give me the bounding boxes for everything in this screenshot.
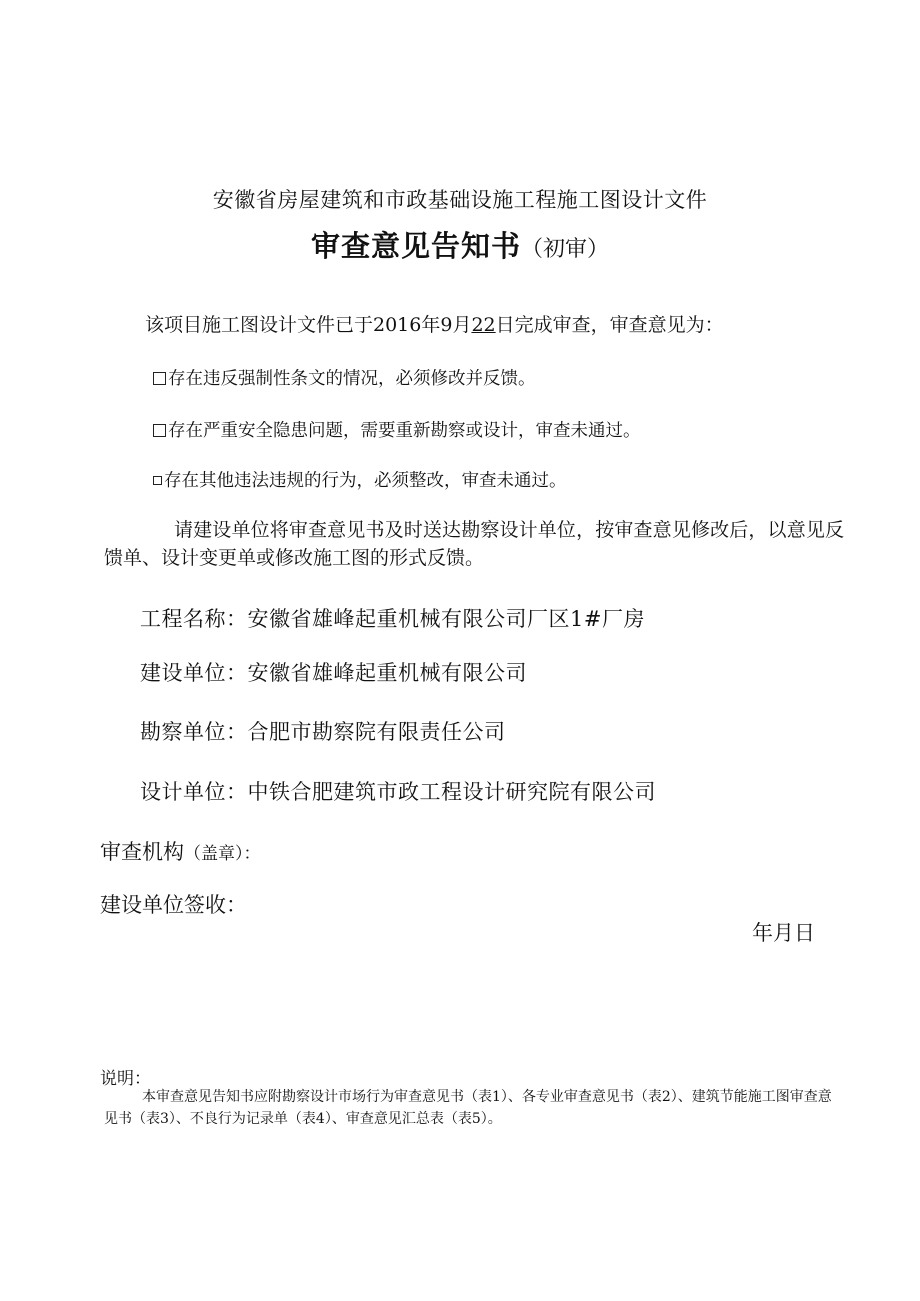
field-construction-unit: 建设单位：安徽省雄峰起重机械有限公司 (140, 661, 527, 685)
review-org-note: （盖章）： (184, 844, 261, 864)
notes-label: 说明： (100, 1069, 151, 1089)
date-label: 年月日 (752, 921, 815, 945)
check-item-label: 存在严重安全隐患问题，需要重新勘察或设计，审查未通过。 (168, 421, 641, 441)
document-title (0, 224, 920, 265)
title-main: 审查意见告知书 (310, 229, 521, 263)
check-item-safety (153, 417, 641, 442)
notes-text: 本审查意见告知书应附勘察设计市场行为审查意见书（表1）、各专业审查意见书（表2）、建筑节能施工图审查意见书（表3）、不良行为记录单（表4）、审查意见汇总表（表5）。 (104, 1089, 832, 1127)
intro-after: 日完成审查，审查意见为： (495, 314, 724, 336)
checkbox-icon[interactable] (153, 476, 162, 485)
intro-day: 22 (471, 314, 496, 336)
field-project-name: 工程名称：安徽省雄峰起重机械有限公司厂区1#厂房 (140, 607, 645, 631)
check-item-violation (153, 467, 567, 492)
title-sub: （初审） (521, 237, 610, 262)
review-org-label: 审查机构 (100, 840, 184, 864)
check-item-mandatory (153, 365, 536, 390)
field-survey-unit: 勘察单位：合肥市勘察院有限责任公司 (140, 720, 506, 744)
checkbox-icon[interactable] (153, 372, 166, 385)
instruction-paragraph: 请建设单位将审查意见书及时送达勘察设计单位，按审查意见修改后，以意见反馈单、设计变更单或修改施工图的形式反馈。 (104, 519, 844, 569)
check-item-label: 存在违反强制性条文的情况，必须修改并反馈。 (168, 369, 536, 389)
checkbox-icon[interactable] (153, 424, 166, 437)
field-design-unit: 设计单位：中铁合肥建筑市政工程设计研究院有限公司 (140, 780, 656, 804)
review-org-signature (100, 836, 261, 866)
intro-before: 该项目施工图设计文件已于2016年9月 (145, 314, 472, 336)
check-item-label: 存在其他违法违规的行为，必须整改，审查未通过。 (164, 471, 567, 491)
construction-unit-signature: 建设单位签收： (100, 893, 247, 917)
intro-line (145, 310, 724, 337)
document-header: 安徽省房屋建筑和市政基础设施工程施工图设计文件 (212, 188, 708, 212)
